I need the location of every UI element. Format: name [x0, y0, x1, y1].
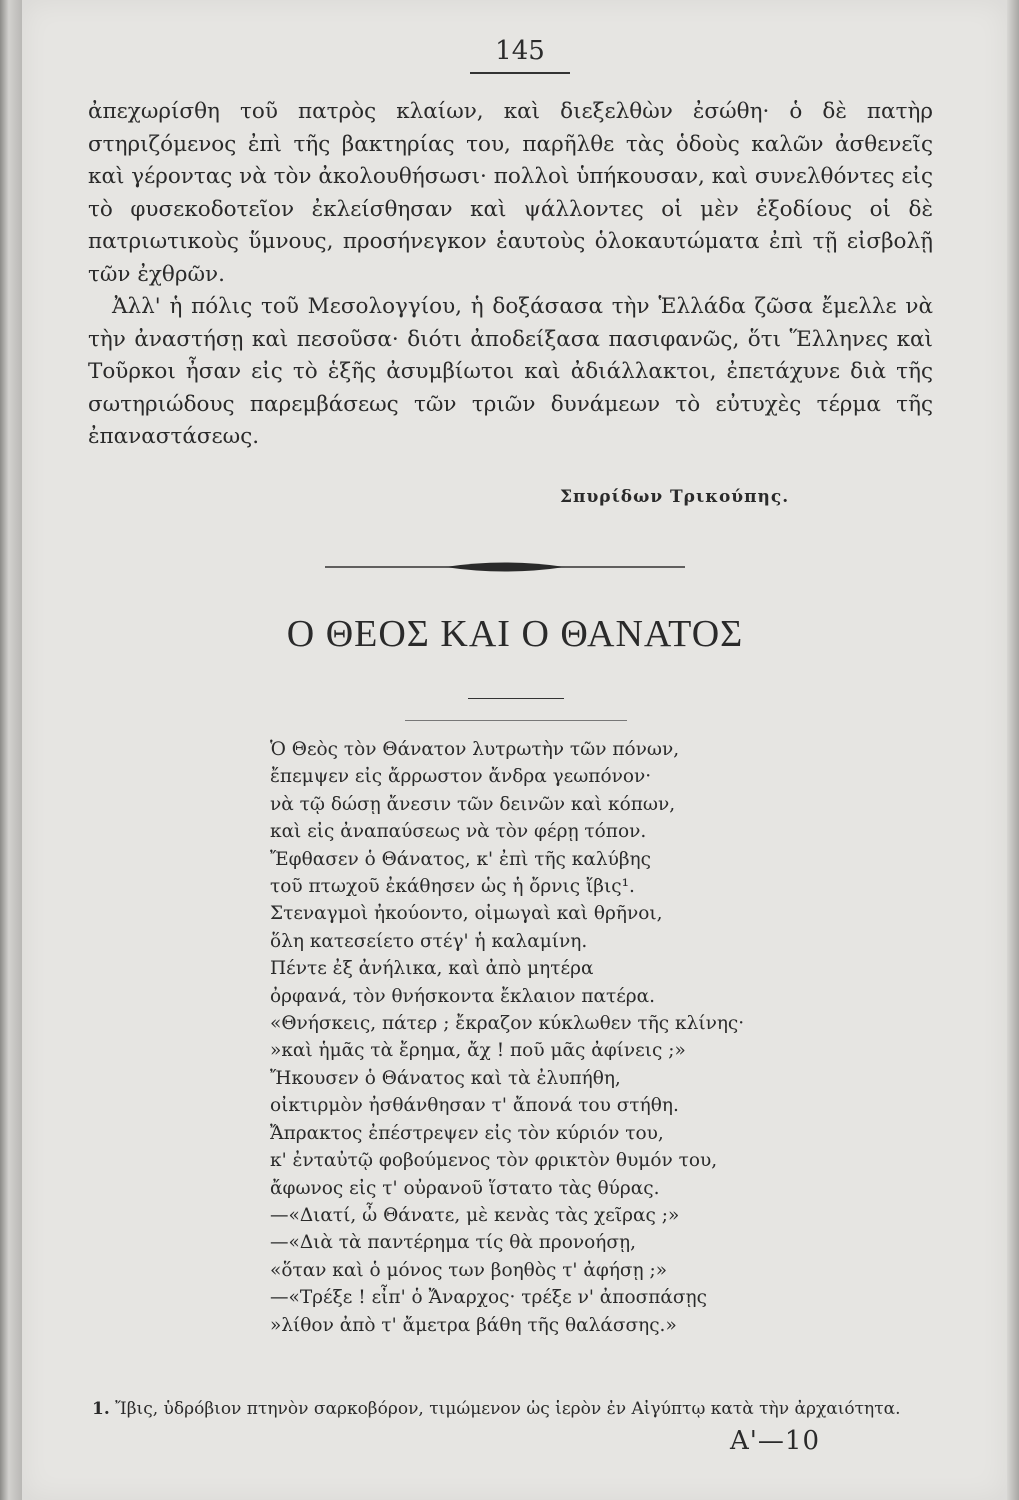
- book-gutter: [0, 0, 22, 1500]
- poem-line: ἄφωνος εἰς τ' οὐρανοῦ ἵστατο τὰς θύρας.: [270, 1177, 660, 1199]
- page-edge: [1007, 0, 1019, 1500]
- poem-title: Ο ΘΕΟΣ ΚΑΙ Ο ΘΑΝΑΤΟΣ: [286, 613, 744, 655]
- poem-line: Ὁ Θεὸς τὸν Θάνατον λυτρωτὴν τῶν πόνων,: [270, 739, 680, 760]
- poem-line: οἰκτιρμὸν ἠσθάνθησαν τ' ἄπονά του στήθη.: [270, 1095, 679, 1117]
- footnote-text: Ἴβις, ὑδρόβιον πτηνὸν σαρκοβόρον, τιμώμενον ὡς ἱερὸν ἐν Αἰγύπτῳ κατὰ τὴν ἀρχαιότητα.: [115, 1399, 901, 1419]
- poem-line: ὀρφανά, τὸν θνήσκοντα ἔκλαιον πατέρα.: [270, 985, 656, 1007]
- poem-line: Πέντε ἐξ ἀνήλικα, καὶ ἀπὸ μητέρα: [270, 958, 594, 980]
- poem-line: Ἔφθασεν ὁ Θάνατος, κ' ἐπὶ τῆς καλύβης: [270, 848, 651, 870]
- poem-line: Ἤκουσεν ὁ Θάνατος καὶ τὰ ἐλυπήθη,: [270, 1067, 621, 1089]
- poem-line: —«Τρέξε ! εἶπ' ὁ Ἄναρχος· τρέξε ν' ἀποσπάσῃς: [270, 1287, 707, 1309]
- poem-line: »καὶ ἡμᾶς τὰ ἔρημα, ἄχ ! ποῦ μᾶς ἀφίνεις ;»: [270, 1040, 686, 1062]
- poem-line: ὅλη κατεσείετο στέγ' ἡ καλαμίνη.: [270, 930, 588, 952]
- printer-signature-mark: Α'—10: [730, 1426, 821, 1456]
- prose-text: [88, 96, 933, 454]
- poem-line: νὰ τῷ δώσῃ ἄνεσιν τῶν δεινῶν καὶ κόπων,: [270, 793, 676, 815]
- prose-paragraph: ἀπεχωρίσθη τοῦ πατρὸς κλαίων, καὶ διεξελθὼν ἐσώθη· ὁ δὲ πατὴρ στηριζόμενος ἐπὶ τῆς βακτηρίας του, παρῆλθε τὰς ὁδοὺς καλῶν ἀσθενεῖς καὶ γέροντας νὰ τὸν ἀκολουθήσωσι· πολλοὶ ὑπήκουσαν, καὶ συνελθόντες εἰς τὸ φυσεκοδοτεῖον ἐκλείσθησαν καὶ ψάλλοντες οἱ μὲν ἐξοδίους οἱ δὲ πατριωτικοὺς ὕμνους, προσήνεγκον ἑαυτοὺς ὁλοκαυτώματα ἐπὶ τῇ εἰσβολῇ τῶν ἐχθρῶν.: [88, 99, 933, 287]
- footnote-number: 1.: [92, 1399, 110, 1419]
- prose-paragraph: Ἀλλ' ἡ πόλις τοῦ Μεσολογγίου, ἡ δοξάσασα τὴν Ἑλλάδα ζῶσα ἔμελλε νὰ τὴν ἀναστήσῃ καὶ πεσοῦσα· διότι ἀποδείξασα πασιφανῶς, ὅτι Ἕλληνες καὶ Τοῦρκοι ἦσαν εἰς τὸ ἑξῆς ἀσυμβίωτοι καὶ ἀδιάλλακτοι, ἐπετάχυνε διὰ τῆς σωτηριώδους παρεμβάσεως τῶν τριῶν δυνάμεων τὸ εὐτυχὲς τέρμα τῆς ἐπαναστάσεως.: [88, 294, 933, 449]
- poem-line: Στεναγμοὶ ἠκούοντο, οἰμωγαὶ καὶ θρῆνοι,: [270, 903, 663, 925]
- page-number: 145: [495, 36, 545, 66]
- poem-line: κ' ἐνταὐτῷ φοβούμενος τὸν φρικτὸν θυμόν του,: [270, 1150, 718, 1172]
- poem: [270, 736, 830, 1339]
- poem-line: Ἄπρακτος ἐπέστρεψεν εἰς τὸν κύριόν του,: [270, 1122, 664, 1144]
- poem-line: —«Διατί, ὦ Θάνατε, μὲ κενὰς τὰς χεῖρας ;»: [270, 1204, 680, 1226]
- poem-line: τοῦ πτωχοῦ ἐκάθησεν ὡς ἡ ὄρνις ἴβις¹.: [270, 876, 635, 898]
- ornamental-divider: [325, 557, 685, 577]
- page-number-rule: [470, 72, 570, 74]
- poem-line: καὶ εἰς ἀναπαύσεως νὰ τὸν φέρῃ τόπον.: [270, 821, 647, 843]
- poem-line: «ὅταν καὶ ὁ μόνος των βοηθὸς τ' ἀφήσῃ ;»: [270, 1259, 668, 1281]
- footnote: [92, 1398, 932, 1420]
- poem-rule: [405, 720, 627, 721]
- author-signature: Σπυρίδων Τρικούπης.: [560, 487, 790, 507]
- poem-line: ἔπεμψεν εἰς ἄρρωστον ἄνδρα γεωπόνον·: [270, 766, 652, 788]
- poem-line: «Θνήσκεις, πάτερ ; ἔκραζον κύκλωθεν τῆς κλίνης·: [270, 1013, 745, 1035]
- poem-line: —«Διὰ τὰ παντέρημα τίς θὰ προνοήσῃ,: [270, 1232, 636, 1254]
- poem-line: »λίθον ἀπὸ τ' ἄμετρα βάθη τῆς θαλάσσης.»: [270, 1314, 677, 1336]
- title-rule: [468, 698, 564, 699]
